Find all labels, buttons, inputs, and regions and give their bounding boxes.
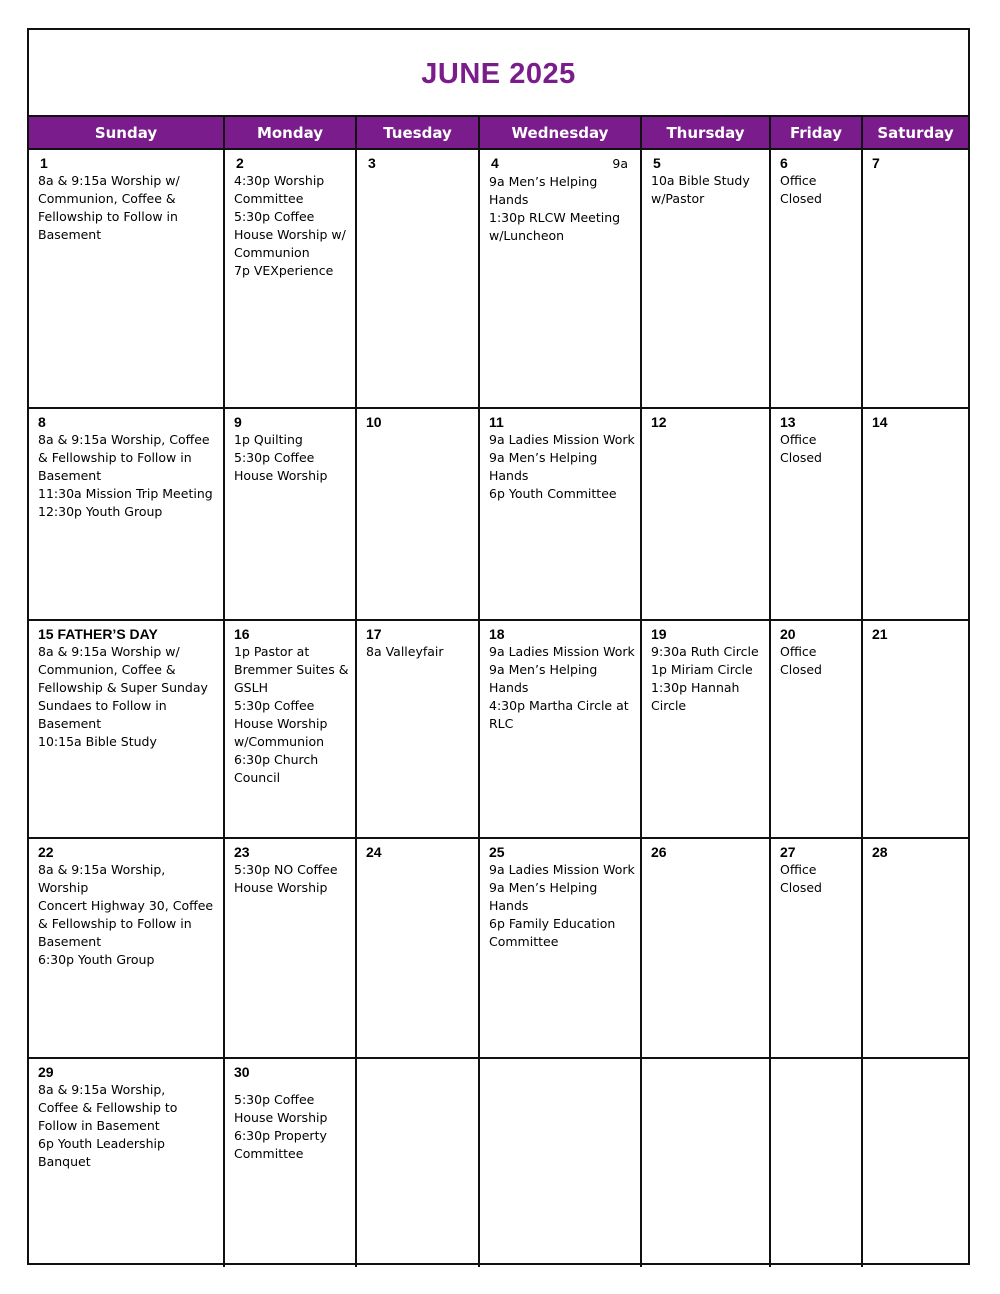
week-row (29, 620, 968, 838)
title-band (29, 30, 968, 117)
week-row (29, 149, 968, 408)
day-number: 30 (234, 1064, 250, 1080)
day-number: 2 (236, 155, 244, 171)
day-events: 8a & 9:15a Worship w/ Communion, Coffee & Fellowship to Follow in Basement (38, 173, 180, 242)
day-number: 13 (780, 414, 796, 430)
weekday-saturday: Saturday (862, 117, 968, 149)
day-cell (356, 838, 479, 1058)
day-events: 5:30p Coffee House Worship 6:30p Property Committee (234, 1092, 328, 1161)
day-cell (770, 149, 862, 408)
week-row (29, 408, 968, 620)
day-cell (479, 149, 641, 408)
day-cell (356, 408, 479, 620)
day-number: 27 (780, 844, 796, 860)
day-number: 7 (872, 155, 880, 171)
day-cell (641, 408, 770, 620)
day-number: 19 (651, 626, 667, 642)
day-events: 9a Ladies Mission Work 9a Men’s Helping Hands 4:30p Martha Circle at RLC (489, 644, 635, 731)
day-cell (29, 1058, 224, 1267)
day-events: 8a & 9:15a Worship w/ Communion, Coffee & Fellowship & Super Sunday Sundaes to Follow in Basement 10:15a Bible Study (38, 644, 208, 749)
day-cell-empty (641, 1058, 770, 1267)
day-cell (862, 838, 968, 1058)
day-number: 16 (234, 626, 250, 642)
day-cell (862, 620, 968, 838)
weekday-sunday: Sunday (29, 117, 224, 149)
day-cell (641, 838, 770, 1058)
day-cell (479, 408, 641, 620)
day-number: 14 (872, 414, 888, 430)
day-events: 4:30p Worship Committee 5:30p Coffee House Worship w/ Communion 7p VEXperience (234, 173, 346, 278)
day-number: 9 (234, 414, 242, 430)
day-number: 21 (872, 626, 888, 642)
day-number: 25 (489, 844, 505, 860)
day-cell (479, 620, 641, 838)
day-cell (224, 149, 356, 408)
day-cell-empty (356, 1058, 479, 1267)
day-cell (770, 408, 862, 620)
day-cell (356, 620, 479, 838)
day-number: 26 (651, 844, 667, 860)
day-events: 1p Quilting 5:30p Coffee House Worship (234, 432, 328, 483)
day-number: 23 (234, 844, 250, 860)
calendar (27, 28, 970, 1265)
day-number: 12 (651, 414, 667, 430)
day-events: Office Closed (780, 862, 822, 895)
day-cell (356, 149, 479, 408)
day-number: 10 (366, 414, 382, 430)
day-cell (641, 149, 770, 408)
day-number: 11 (489, 414, 504, 430)
day-events: 8a Valleyfair (366, 644, 444, 659)
day-corner-note: 9a (612, 156, 628, 171)
day-cell (29, 620, 224, 838)
day-number: 24 (366, 844, 382, 860)
weekday-wednesday: Wednesday (479, 117, 641, 149)
day-number: 3 (368, 155, 376, 171)
day-number: 29 (38, 1064, 54, 1080)
day-events: Office Closed (780, 432, 822, 465)
day-events: 9:30a Ruth Circle 1p Miriam Circle 1:30p Hannah Circle (651, 644, 759, 713)
day-cell (224, 408, 356, 620)
month-title: JUNE 2025 (421, 58, 576, 90)
day-cell (224, 1058, 356, 1267)
week-row (29, 838, 968, 1058)
calendar-grid (29, 117, 968, 1267)
day-cell-empty (770, 1058, 862, 1267)
day-number: 5 (653, 155, 661, 171)
day-cell (224, 838, 356, 1058)
day-number-holiday: 15 FATHER’S DAY (38, 626, 158, 642)
day-cell (770, 838, 862, 1058)
day-number: 6 (780, 155, 788, 171)
day-cell (862, 149, 968, 408)
weekday-thursday: Thursday (641, 117, 770, 149)
weekday-monday: Monday (224, 117, 356, 149)
day-number: 18 (489, 626, 505, 642)
day-cell (29, 838, 224, 1058)
day-cell (29, 149, 224, 408)
day-events: 8a & 9:15a Worship, Coffee & Fellowship to Follow in Basement 6p Youth Leadership Banquet (38, 1082, 178, 1169)
day-events: 9a Ladies Mission Work 9a Men’s Helping Hands 6p Family Education Committee (489, 862, 635, 949)
day-cell (641, 620, 770, 838)
day-events: 1p Pastor at Bremmer Suites & GSLH 5:30p Coffee House Worship w/Communion 6:30p Church Council (234, 644, 349, 785)
day-number: 17 (366, 626, 382, 642)
day-number: 22 (38, 844, 54, 860)
day-cell (862, 408, 968, 620)
day-events: 10a Bible Study w/Pastor (651, 173, 750, 206)
day-number: 20 (780, 626, 796, 642)
day-events: Office Closed (780, 644, 822, 677)
day-number: 8 (38, 414, 46, 430)
day-cell (770, 620, 862, 838)
day-events: 9a Ladies Mission Work 9a Men’s Helping Hands 6p Youth Committee (489, 432, 635, 501)
day-cell (29, 408, 224, 620)
day-events: 9a Men’s Helping Hands 1:30p RLCW Meeting w/Luncheon (489, 174, 621, 243)
day-events: 8a & 9:15a Worship, Coffee & Fellowship to Follow in Basement 11:30a Mission Trip Meeting 12:30p Youth Group (38, 432, 213, 519)
day-cell (224, 620, 356, 838)
weekday-tuesday: Tuesday (356, 117, 479, 149)
weekday-header-row (29, 117, 968, 149)
day-events: 8a & 9:15a Worship, Worship Concert Highway 30, Coffee & Fellowship to Follow in Basement 6:30p Youth Group (38, 862, 214, 967)
weekday-friday: Friday (770, 117, 862, 149)
week-row (29, 1058, 968, 1267)
day-number: 1 (40, 155, 48, 171)
day-cell (479, 838, 641, 1058)
day-number: 28 (872, 844, 888, 860)
day-events: 5:30p NO Coffee House Worship (234, 862, 338, 895)
day-cell-empty (479, 1058, 641, 1267)
day-cell-empty (862, 1058, 968, 1267)
day-number: 4 (491, 155, 499, 171)
day-events: Office Closed (780, 173, 822, 206)
